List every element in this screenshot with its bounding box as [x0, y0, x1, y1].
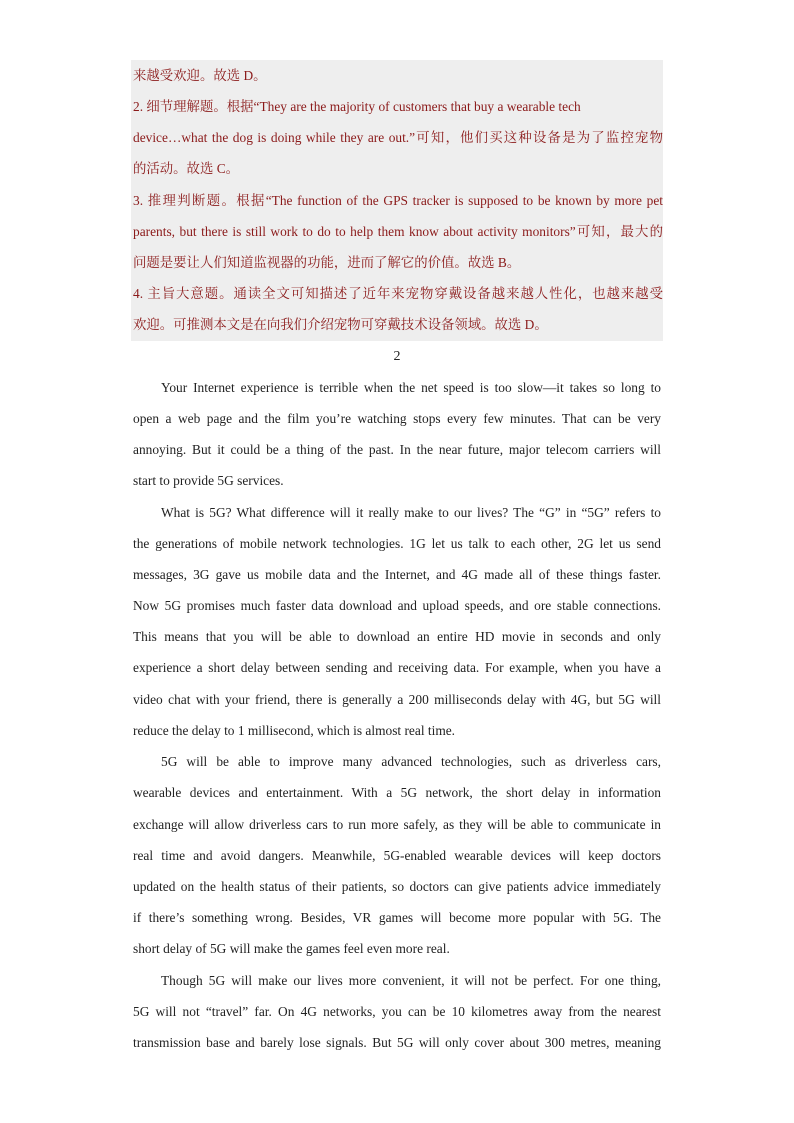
answer-line: 来越受欢迎。故选 D。 — [133, 68, 267, 83]
passage-line: real time and avoid dangers. Meanwhile, 5G-enabled wearable devices will keep doctors — [133, 848, 661, 863]
passage-line: exchange will allow driverless cars to run more safely, as they will be able to communicate in — [133, 817, 661, 832]
answer-line: 4. 主旨大意题。通读全文可知描述了近年来宠物穿戴设备越来越人性化，也越来越受 — [133, 286, 663, 301]
passage-line: What is 5G? What difference will it really make to our lives? The “G” in “5G” refers to — [161, 505, 661, 520]
answer-line: 问题是要让人们知道监视器的功能，进而了解它的价值。故选 B。 — [133, 255, 521, 270]
passage-line: 5G will not “travel” far. On 4G networks, you can be 10 kilometres away from the nearest — [133, 1004, 661, 1019]
passage-line: reduce the delay to 1 millisecond, which is almost real time. — [133, 723, 456, 738]
answer-line: 欢迎。可推测本文是在向我们介绍宠物可穿戴技术设备领域。故选 D。 — [133, 317, 548, 332]
passage-number: 2 — [393, 349, 401, 364]
passage-line: video chat with your friend, there is generally a 200 milliseconds delay with 4G, but 5G will — [133, 692, 661, 707]
passage-line: the generations of mobile network technologies. 1G let us talk to each other, 2G let us send — [133, 536, 661, 551]
passage-line: open a web page and the film you’re watching stops every few minutes. That can be very — [133, 411, 661, 426]
answer-line: 3. 推理判断题。根据“The function of the GPS tracker is supposed to be known by more pet — [133, 193, 663, 208]
passage-line: start to provide 5G services. — [133, 473, 284, 488]
answer-line: 2. 细节理解题。根据“They are the majority of customers that buy a wearable tech — [133, 99, 581, 114]
passage-line: Now 5G promises much faster data download and upload speeds, and ore stable connections. — [133, 598, 661, 613]
passage-line: transmission base and barely lose signals. But 5G will only cover about 300 metres, meaning — [133, 1035, 661, 1050]
answer-line: device…what the dog is doing while they are out.”可知，他们买这种设备是为了监控宠物 — [133, 130, 663, 145]
passage-line: updated on the health status of their patients, so doctors can give patients advice immediately — [133, 879, 661, 894]
passage-line: experience a short delay between sending and receiving data. For example, when you have a — [133, 660, 661, 675]
passage-line: 5G will be able to improve many advanced technologies, such as driverless cars, — [161, 754, 661, 769]
passage-line: messages, 3G gave us mobile data and the Internet, and 4G made all of these things faster. — [133, 567, 661, 582]
passage-line: annoying. But it could be a thing of the past. In the near future, major telecom carriers will — [133, 442, 661, 457]
answer-line: 的活动。故选 C。 — [133, 161, 240, 176]
passage-line: This means that you will be able to download an entire HD movie in seconds and only — [133, 629, 661, 644]
passage-line: short delay of 5G will make the games feel even more real. — [133, 941, 450, 956]
passage-line: if there’s something wrong. Besides, VR games will become more popular with 5G. The — [133, 910, 661, 925]
passage-line: Though 5G will make our lives more convenient, it will not be perfect. For one thing, — [161, 973, 661, 988]
passage-line: wearable devices and entertainment. With a 5G network, the short delay in information — [133, 785, 661, 800]
passage-line: Your Internet experience is terrible when the net speed is too slow—it takes so long to — [161, 380, 661, 395]
answer-line: parents, but there is still work to do to help them know about activity monitors”可知，最大的 — [133, 224, 663, 239]
